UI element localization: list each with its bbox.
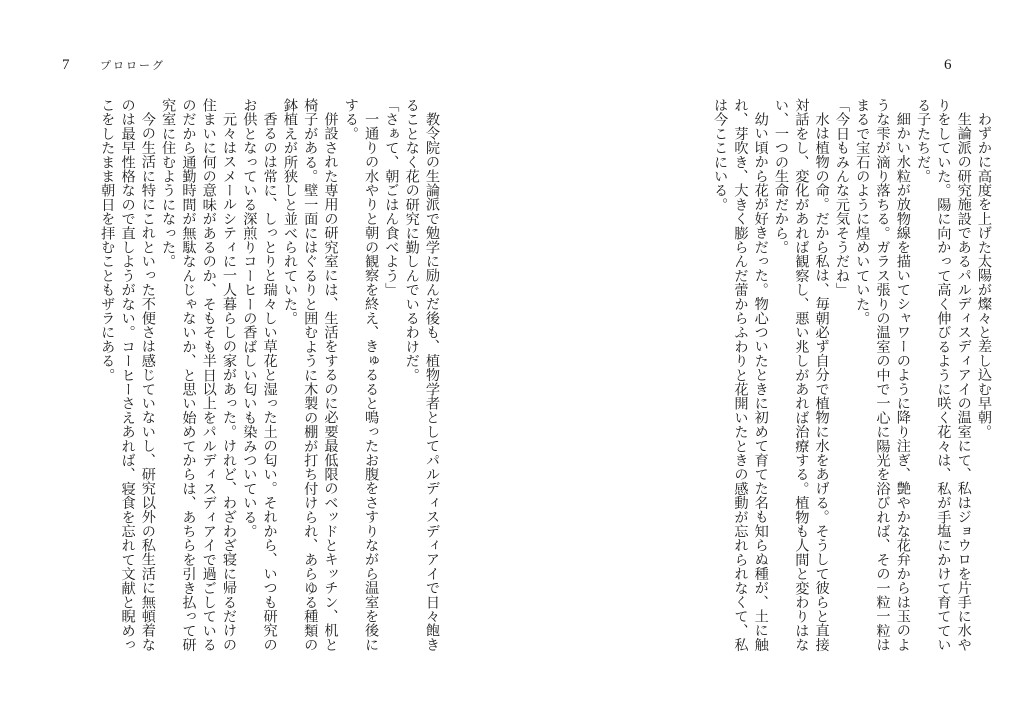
paragraph: 一通りの水やりと朝の観察を終え、きゅるると鳴ったお腹をさすりながら温室を後にする。 [342, 98, 380, 652]
page-number: 7 [62, 57, 70, 73]
paragraph: 生論派の研究施設であるパルディスディアイの温室にて、私はジョウロを片手に水やりをしていた。陽に向かって高く伸びるように咲く花々は、私が手塩にかけて育てている子たちだ。 [915, 98, 972, 652]
paragraph: 併設された専用の研究室には、生活をするのに必要最低限のベッドとキッチン、机と椅子がある。壁一面にはぐるりと囲むように木製の棚が打ち付けられ、あらゆる種類の鉢植えが所狭しと並べられていた。 [281, 98, 339, 652]
dialogue-line: 「今日もみんな元気そうだね」 [833, 98, 850, 297]
paragraph: 幼い頃から花が好きだった。物心ついたときに初めて育てた名も知らぬ種が、土に触れ、芽吹き、大きく膨らんだ蕾からふわりと花開いたときの感動が忘れられなくて、私は今ここにいる。 [712, 98, 769, 652]
dialogue-line: 「さぁて、朝ごはん食べよう」 [383, 98, 400, 297]
running-head: プロローグ [100, 59, 165, 72]
right-page [512, 0, 1024, 721]
paragraph: 元々はスメールシティに一人暮らしの家があった。けれど、わざわざ寝に帰るだけの住まいに何の意味があるのか、そもそも半日以上をパルディスディアイで過ごしているのだから通勤時間が無駄なんじゃないか、と思い始めてからは、あちらを引き払って研究室に住むようになった。 [160, 98, 238, 652]
body-text [710, 98, 994, 658]
paragraph: 香るのは常に、しっとりと瑞々しい草花と湿った土の匂い。それから、いつも研究のお供となっている深煎りコーヒーの香ばしい匂いも染みついている。 [241, 98, 278, 652]
paragraph: 細かい水粒が放物線を描いてシャワーのように降り注ぎ、艶やかな花弁からは玉のような雫が滴り落ちる。ガラス張りの温室の中で一心に陽光を浴びれば、その一粒一粒はまるで宝石のように煌めいていた。 [854, 98, 911, 652]
body-text [97, 98, 442, 658]
paragraph: 教令院の生論派で勉学に励んだ後も、植物学者としてパルディスディアイで日々飽きることなく花の研究に勤しんでいるわけだ。 [403, 98, 440, 652]
paragraph: 今の生活に特にこれといった不便さは感じていないし、研究以外の私生活に無頓着なのは最早性格なので直しようがない。コーヒーさえあれば、寝食を忘れて文献と睨めっこをしたまま朝日を拝むこともザラにある。 [99, 98, 156, 652]
page-number: 6 [944, 57, 952, 73]
paragraph: わずかに高度を上げた太陽が燦々と差し込む早朝。 [976, 112, 992, 439]
paragraph: 水は植物の命。だから私は、毎朝必ず自分で植物に水をあげる。そうして彼らと直接対話をし、変化があれば観察し、悪い兆しがあれば治療する。植物も人間と変わりはない、一つの生命だから。 [773, 98, 830, 652]
